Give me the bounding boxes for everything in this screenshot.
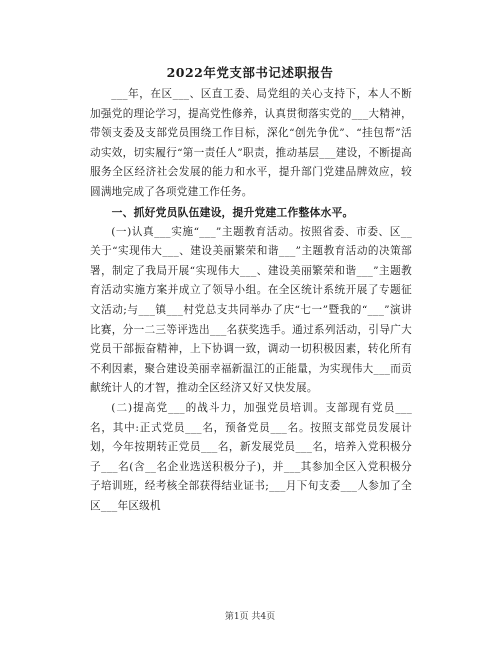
- document-body: [90, 85, 412, 516]
- paragraph-theme-education: (一)认真___实施“___”主题教育活动。按照省委、市委、区__关于“实现伟大___、建设美丽繁荣和谐___”主题教育活动的决策部署，制定了我局开展“实现伟大___、建设美丽繁荣和谐___”主题教育活动实施方案并成立了领导小组。在全区统计系统开展了专题征文活动;与___镇___村党总支共同举办了庆“七一”暨我的“___”演讲比赛，分一二三等评选出___名获奖选手。通过系列活动，引导广大党员干部振奋精神，上下协调一致，调动一切积极因素，转化所有不利因素，聚合建设美丽幸福新温江的正能量，为实现伟大___而贡献统计人的才智，推动全区经济又好又快发展。: [90, 225, 412, 395]
- section-heading: 一、抓好党员队伍建设，提升党建工作整体水平。: [111, 205, 354, 219]
- intro-paragraph: ___年，在区___、区直工委、局党组的关心支持下，本人不断加强党的理论学习，提高党性修养，认真贯彻落实党的___大精神，带领支委及支部党员围绕工作目标，深化“创先争优”、“挂包帮”活动实效，切实履行“第一责任人”职责，推动基层___建设，不断提高服务全区经济社会发展的能力和水平，提升部门党建品牌效应，较圆满地完成了各项党建工作任务。: [90, 88, 412, 198]
- document-title: 2022年党支部书记述职报告: [166, 65, 334, 80]
- page-number-footer: 第1页 共4页: [224, 612, 276, 622]
- paragraph-party-training: (二)提高党___的战斗力，加强党员培训。支部现有党员___名，其中:正式党员___名，预备党员___名。按照支部党员发展计划，今年按期转正党员___名，新发展党员___名，培养入党积极分子___名(含__名企业选送积极分子)，并___其参加全区入党积极分子培训班，经考核全部获得结业证书;___月下旬支委___人参加了全区___年区级机: [90, 401, 412, 512]
